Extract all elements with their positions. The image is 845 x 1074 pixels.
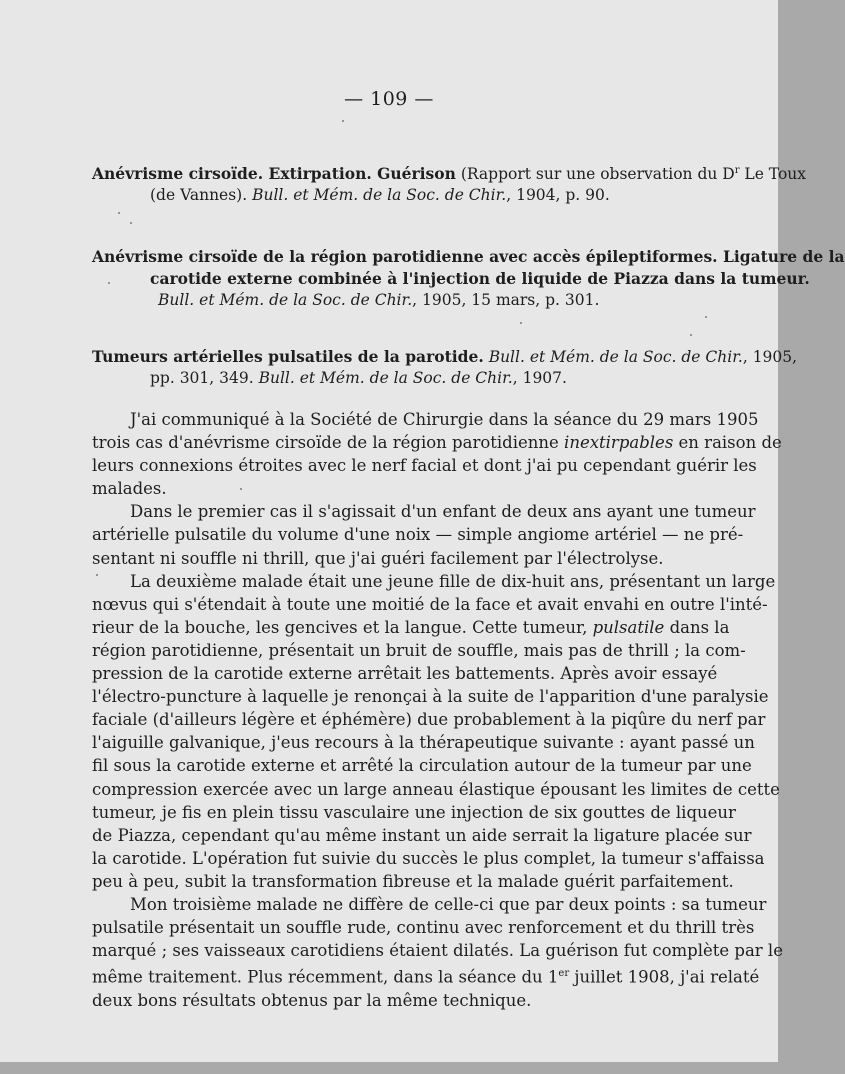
paragraph-line: l'électro-puncture à laquelle je renonçai à la suite de l'apparition d'une paralysie: [92, 687, 769, 707]
paragraph-line: nœvus qui s'étendait à toute une moitié de la face et avait envahi en outre l'inté-: [92, 594, 768, 614]
paragraph-line: région parotidienne, présentait un bruit de souffle, mais pas de thrill ; la com-: [92, 640, 746, 660]
body-text: [92, 408, 783, 1012]
paragraph-line: rieur de la bouche, les gencives et la langue. Cette tumeur, pulsatile dans la: [92, 617, 730, 637]
paragraph-line: leurs connexions étroites avec le nerf facial et dont j'ai pu cependant guérir les: [92, 456, 757, 476]
reference-1: [92, 160, 806, 206]
paragraph-line: faciale (d'ailleurs légère et éphémère) due probablement à la piqûre du nerf par: [92, 710, 766, 730]
reference-line: Bull. et Mém. de la Soc. de Chir., 1905, 15 mars, p. 301.: [158, 291, 600, 309]
paragraph-line: marqué ; ses vaisseaux carotidiens étaient dilatés. La guérison fut complète par le: [92, 941, 783, 961]
paragraph-line: pression de la carotide externe arrêtait les battements. Après avoir essayé: [92, 664, 718, 684]
reference-line: (de Vannes). Bull. et Mém. de la Soc. de Chir., 1904, p. 90.: [150, 186, 610, 205]
paragraph-line: tumeur, je fis en plein tissu vasculaire une injection de six gouttes de liqueur: [92, 802, 736, 822]
reference-line: Anévrisme cirsoïde. Extirpation. Guérison (Rapport sur une observation du $D^r$ Le Toux: [92, 164, 806, 184]
paragraph-line: malades.: [92, 479, 167, 499]
paragraph-line: de Piazza, cependant qu'au même instant un aide serrait la ligature placée sur: [92, 825, 752, 845]
page-number: — 109 —: [344, 88, 434, 110]
reference-line: carotide externe combinée à l'injection de liquide de Piazza dans la tumeur.: [150, 269, 810, 288]
reference-line: Tumeurs artérielles pulsatiles de la parotide. Bull. et Mém. de la Soc. de Chir., 1905,: [92, 347, 798, 366]
paragraph-line: artérielle pulsatile du volume d'une noix — simple angiome artériel — ne pré-: [92, 525, 744, 545]
paragraph-line: pulsatile présentait un souffle rude, continu avec renforcement et du thrill très: [92, 918, 755, 938]
reference-3: [92, 346, 798, 389]
reference-line: Anévrisme cirsoïde de la région parotidienne avec accès épileptiformes. Ligature de la: [92, 247, 845, 266]
paragraph-line: compression exercée avec un large anneau élastique épousant les limites de cette: [92, 779, 780, 799]
paragraph-line: deux bons résultats obtenus par la même technique.: [92, 990, 532, 1010]
paragraph-line: J'ai communiqué à la Société de Chirurgie dans la séance du 29 mars 1905: [130, 410, 759, 429]
paragraph-line: fil sous la carotide externe et arrêté la circulation autour de la tumeur par une: [92, 756, 752, 776]
paragraph-line: trois cas d'anévrisme cirsoïde de la région parotidienne inextirpables en raison de: [92, 433, 782, 453]
paragraph-line: l'aiguille galvanique, j'eus recours à la thérapeutique suivante : ayant passé un: [92, 733, 755, 753]
reference-2: [92, 246, 845, 311]
paragraph-line: même traitement. Plus récemment, dans la séance du 1er juillet 1908, j'ai relaté: [92, 967, 760, 987]
reference-line: pp. 301, 349. Bull. et Mém. de la Soc. de Chir., 1907.: [150, 369, 567, 387]
paragraph-line: Mon troisième malade ne diffère de celle-ci que par deux points : sa tumeur: [130, 894, 767, 914]
paragraph-line: La deuxième malade était une jeune fille de dix-huit ans, présentant un large: [130, 571, 776, 591]
paragraph-line: la carotide. L'opération fut suivie du succès le plus complet, la tumeur s'affaissa: [92, 848, 765, 868]
paragraph-line: peu à peu, subit la transformation fibreuse et la malade guérit parfaitement.: [92, 871, 734, 891]
paragraph-line: Dans le premier cas il s'agissait d'un enfant de deux ans ayant une tumeur: [130, 502, 756, 522]
paragraph-line: sentant ni souffle ni thrill, que j'ai guéri facilement par l'électrolyse.: [92, 548, 664, 568]
